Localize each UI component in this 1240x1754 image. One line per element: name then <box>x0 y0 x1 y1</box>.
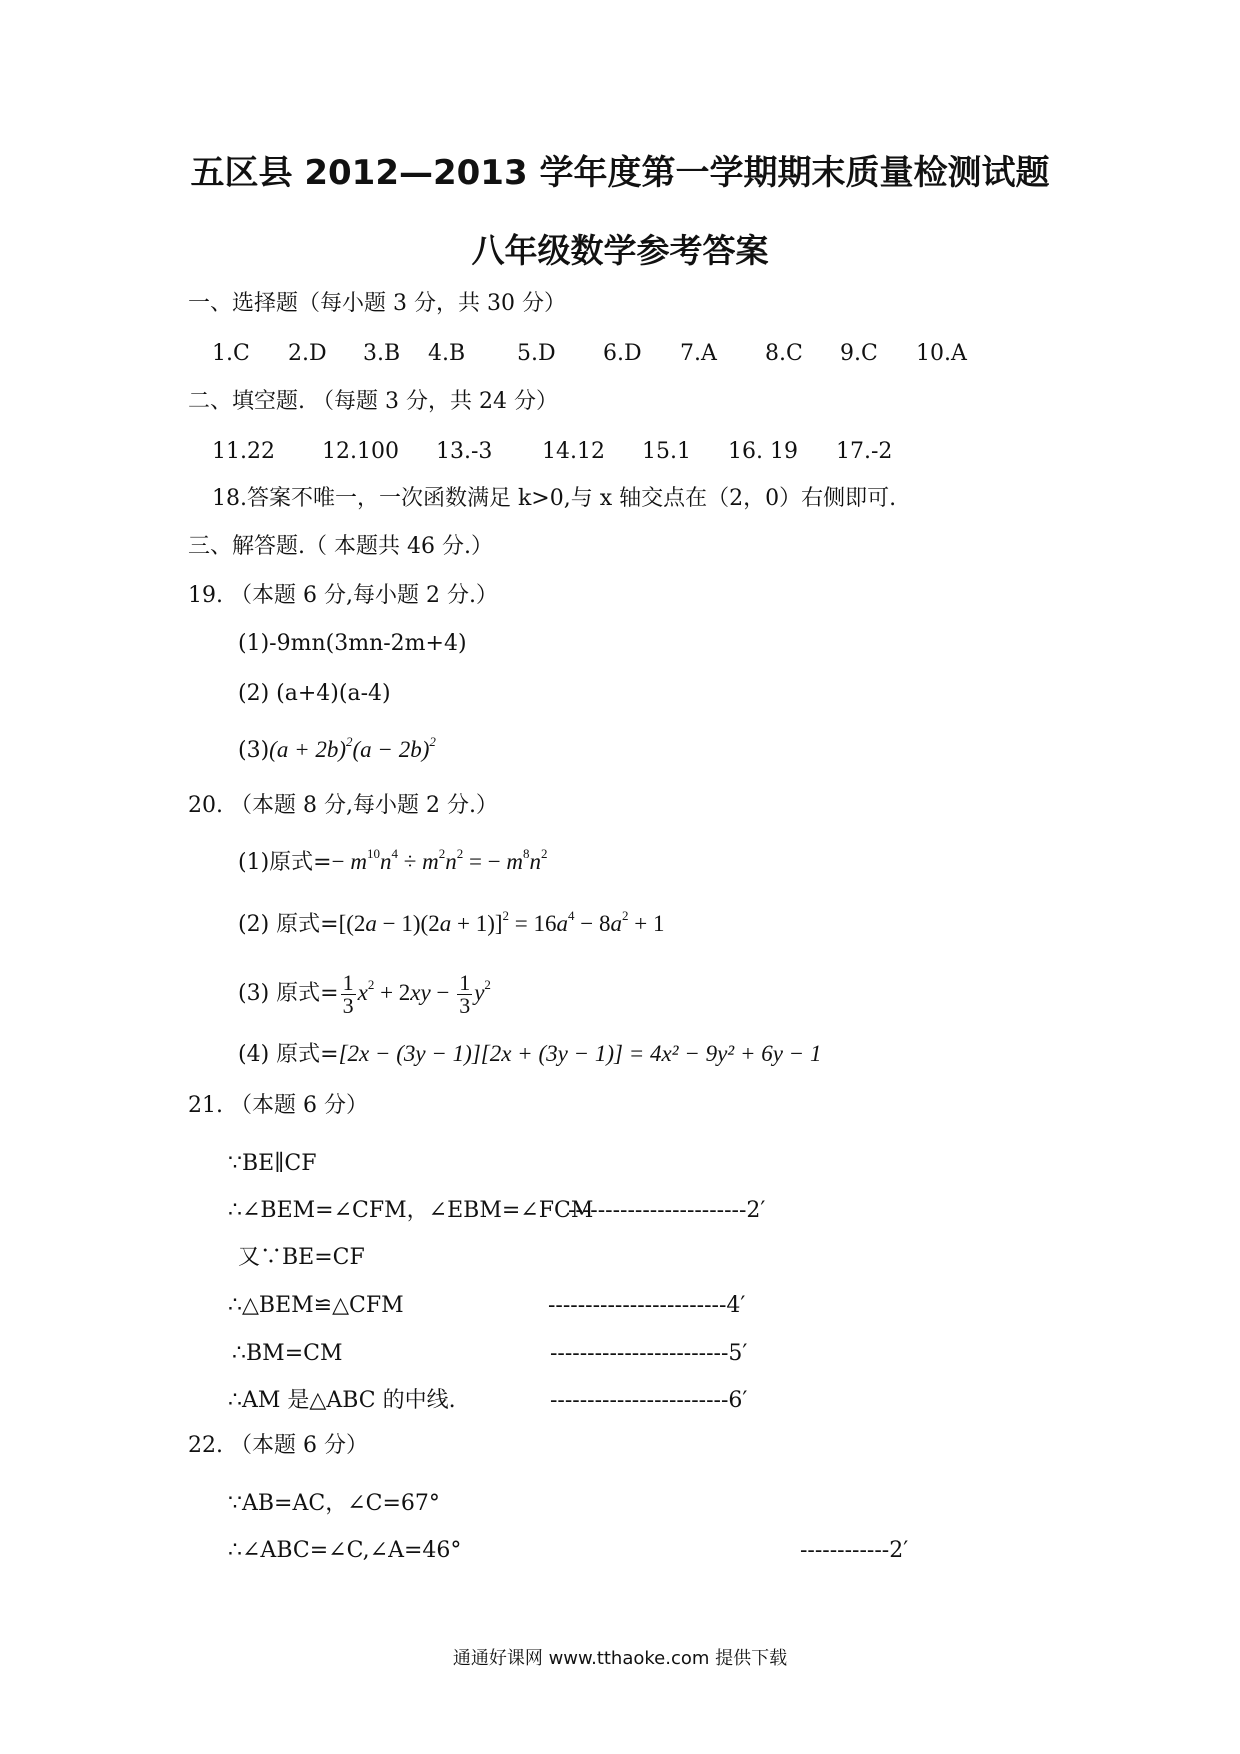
section-heading-solve: 三、解答题.（ 本题共 46 分.） <box>188 534 493 559</box>
answer-item: 14.12 <box>542 439 605 464</box>
answer-item: 4.B <box>428 341 466 366</box>
answer-item: 8.C <box>765 341 803 366</box>
answer-item: 5.D <box>517 341 556 366</box>
proof-line: ∴∠ABC=∠C,∠A=46° <box>228 1538 462 1563</box>
answer-item: 13.-3 <box>436 439 493 464</box>
math-exponent: 2 <box>429 734 436 749</box>
score-mark: ------------------------4′ <box>548 1293 746 1318</box>
q20-answer-2 <box>238 910 664 939</box>
answer-label: (3) 原式= <box>238 981 339 1006</box>
answer-item: 10.A <box>916 341 967 366</box>
answer-item: 2.D <box>288 341 327 366</box>
math-expression <box>269 734 436 762</box>
q19-answer-3 <box>238 736 436 765</box>
section-heading-choice: 一、选择题（每小题 3 分，共 30 分） <box>188 291 566 316</box>
answer-item: 9.C <box>840 341 878 366</box>
answer-item: 12.100 <box>322 439 399 464</box>
math-exponent: 2 <box>346 734 353 749</box>
answer-item: 17.-2 <box>836 439 893 464</box>
answer-label: (2) 原式= <box>238 912 339 937</box>
q22-heading: 22. （本题 6 分） <box>188 1433 368 1458</box>
q21-heading: 21. （本题 6 分） <box>188 1093 368 1118</box>
answer-item: 3.B <box>363 341 401 366</box>
score-mark: ------------------------5′ <box>550 1341 748 1366</box>
page-title: 五区县 2012—2013 学年度第一学期期末质量检测试题 <box>190 153 1050 193</box>
proof-line: ∵BE∥CF <box>228 1151 317 1176</box>
q20-heading: 20. （本题 8 分,每小题 2 分.） <box>188 793 498 818</box>
answer-label: (1)原式= <box>238 850 332 875</box>
answer-label: (3) <box>238 738 270 763</box>
answer-item: 1.C <box>212 341 250 366</box>
q19-answer-1: (1)-9mn(3mn-2m+4) <box>238 631 467 656</box>
proof-line: ∴∠BEM=∠CFM，∠EBM=∠FCM <box>228 1198 594 1223</box>
answer-item: 6.D <box>603 341 642 366</box>
math-expression: $\frac{1}{3}$ $x^2 + 2xy$ − $\frac{1}{3}$ $y^2$ <box>342 970 491 1019</box>
q20-answer-1 <box>238 848 548 877</box>
answer-item: 7.A <box>680 341 717 366</box>
footer-text: 通通好课网 www.tthaoke.com 提供下载 <box>452 1648 788 1669</box>
proof-line: ∴BM=CM <box>232 1341 343 1366</box>
score-mark: ------------2′ <box>800 1538 909 1563</box>
answer-item: 11.22 <box>212 439 275 464</box>
q20-answer-4 <box>238 1040 821 1069</box>
answer-item: 15.1 <box>642 439 691 464</box>
q19-answer-2: (2) (a+4)(a-4) <box>238 681 391 706</box>
proof-line: ∵AB=AC，∠C=67° <box>228 1491 440 1516</box>
math-expression: [2x − (3y − 1)][2x + (3y − 1)] = 4x² − 9y² + 6y − 1 <box>338 1041 822 1066</box>
fraction: $\frac{1}{3}$ <box>342 970 354 1019</box>
answer-item: 16. 19 <box>728 439 798 464</box>
q18-answer: 18.答案不唯一，一次函数满足 k>0,与 x 轴交点在（2，0）右侧即可. <box>212 486 897 511</box>
page-subtitle: 八年级数学参考答案 <box>471 231 769 270</box>
proof-line: ∴△BEM≌△CFM <box>228 1293 404 1318</box>
fraction: $\frac{1}{3}$ <box>459 970 471 1019</box>
proof-line: 又∵BE=CF <box>238 1245 365 1270</box>
section-heading-fill: 二、填空题. （每题 3 分，共 24 分） <box>188 389 558 414</box>
math-factor: (a − 2b) <box>352 737 430 762</box>
answer-label: (4) 原式= <box>238 1042 339 1067</box>
score-mark: ------------------------6′ <box>550 1388 748 1413</box>
proof-line: ∴AM 是△ABC 的中线. <box>228 1388 456 1413</box>
math-expression: $[(2a - 1)(2a + 1)]^2 = 16a^4 - 8a^2 + 1$ <box>338 908 665 936</box>
q19-heading: 19. （本题 6 分,每小题 2 分.） <box>188 583 498 608</box>
score-mark: ------------------------2′ <box>568 1198 766 1223</box>
math-expression: − $m^{10}n^4 \div m^2n^2$ = − $m^8n^2$ <box>331 846 548 874</box>
math-factor: (a + 2b) <box>269 737 347 762</box>
q20-answer-3 <box>238 968 491 1019</box>
